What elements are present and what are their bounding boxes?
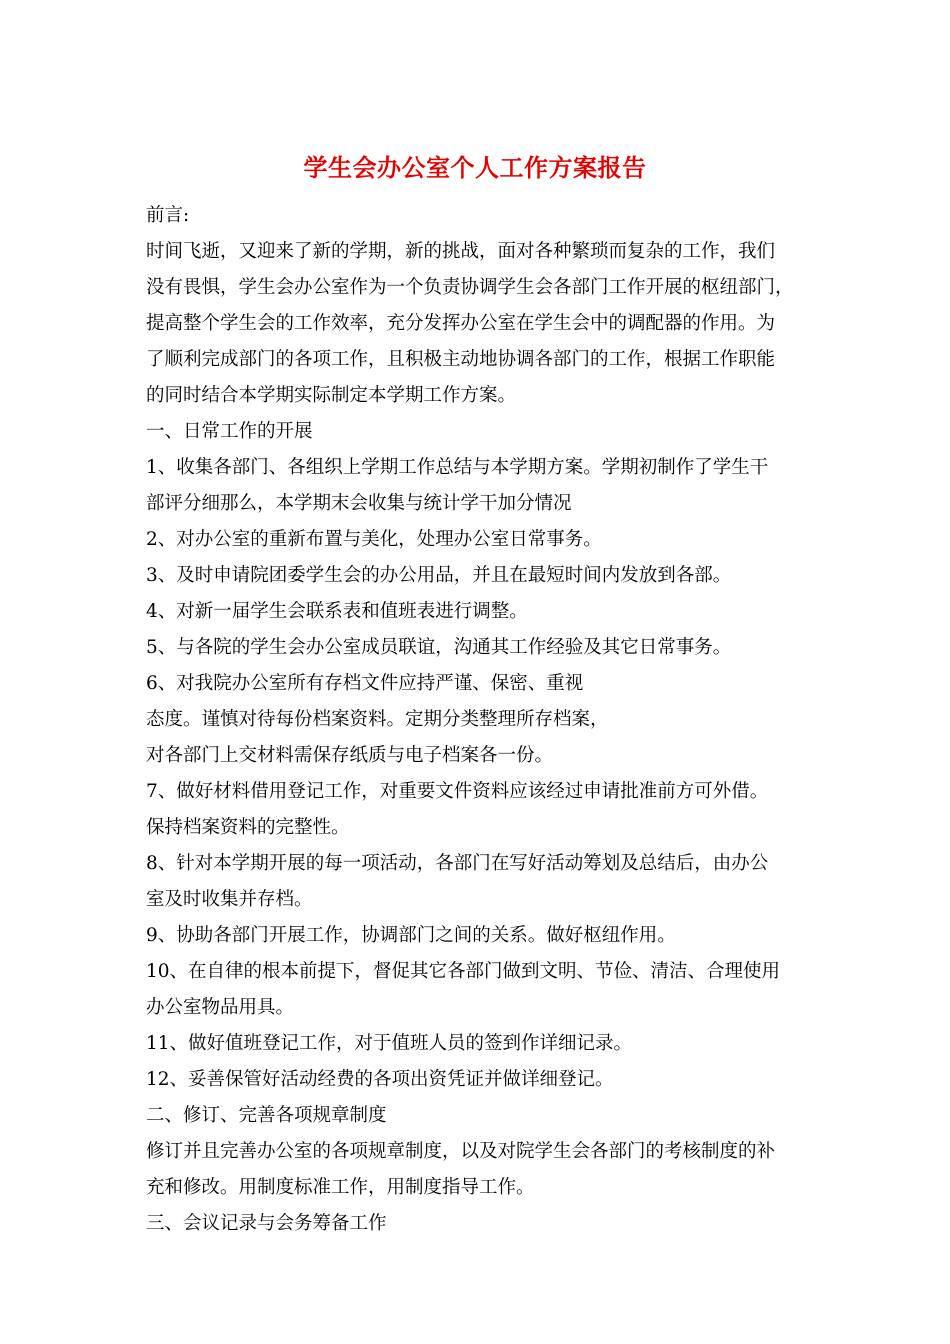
paragraph-line: 2、对办公室的重新布置与美化，处理办公室日常事务。 (146, 529, 602, 550)
paragraph-line: 9、协助各部门开展工作，协调部门之间的关系。做好枢纽作用。 (146, 925, 676, 946)
paragraph-line: 3、及时申请院团委学生会的办公用品，并且在最短时间内发放到各部。 (146, 565, 732, 586)
section-heading: 三、会议记录与会务筹备工作 (146, 1213, 387, 1234)
paragraph-line: 充和修改。用制度标准工作，用制度指导工作。 (146, 1177, 535, 1198)
paragraph-line: 11、做好值班登记工作，对于值班人员的签到作详细记录。 (146, 1033, 633, 1054)
paragraph-line: 办公室物品用具。 (146, 997, 295, 1018)
document-body (146, 198, 814, 1242)
paragraph-line: 没有畏惧，学生会办公室作为一个负责协调学生会各部门工作开展的枢纽部门， (146, 277, 794, 298)
paragraph-line: 的同时结合本学期实际制定本学期工作方案。 (146, 385, 517, 406)
paragraph-line: 7、做好材料借用登记工作，对重要文件资料应该经过申请批准前方可外借。 (146, 781, 769, 802)
paragraph-line: 12、妥善保管好活动经费的各项出资凭证并做详细登记。 (146, 1069, 614, 1090)
paragraph-line: 保持档案资料的完整性。 (146, 817, 350, 838)
paragraph-line: 修订并且完善办公室的各项规章制度，以及对院学生会各部门的考核制度的补 (146, 1141, 776, 1162)
paragraph-line: 态度。谨慎对待每份档案资料。定期分类整理所存档案， (146, 709, 609, 730)
paragraph-line: 6、对我院办公室所有存档文件应持严谨、保密、重视 (146, 673, 584, 694)
paragraph-line: 提高整个学生会的工作效率，充分发挥办公室在学生会中的调配器的作用。为 (146, 313, 776, 334)
paragraph-line: 10、在自律的根本前提下，督促其它各部门做到文明、节俭、清洁、合理使用 (146, 961, 781, 982)
paragraph-line: 4、对新一届学生会联系表和值班表进行调整。 (146, 601, 528, 622)
document-title: 学生会办公室个人工作方案报告 (303, 153, 647, 182)
paragraph-line: 8、针对本学期开展的每一项活动，各部门在写好活动筹划及总结后，由办公 (146, 853, 769, 874)
section-heading: 二、修订、完善各项规章制度 (146, 1105, 387, 1126)
paragraph-line: 1、收集各部门、各组织上学期工作总结与本学期方案。学期初制作了学生干 (146, 457, 769, 478)
paragraph-line: 室及时收集并存档。 (146, 889, 313, 910)
paragraph-line: 部评分细那么，本学期末会收集与统计学干加分情况 (146, 493, 572, 514)
paragraph-line: 前言: (146, 205, 190, 226)
paragraph-line: 时间飞逝，又迎来了新的学期，新的挑战，面对各种繁琐而复杂的工作，我们 (146, 241, 776, 262)
section-heading: 一、日常工作的开展 (146, 421, 313, 442)
paragraph-line: 了顺利完成部门的各项工作，且积极主动地协调各部门的工作，根据工作职能 (146, 349, 776, 370)
paragraph-line: 对各部门上交材料需保存纸质与电子档案各一份。 (146, 745, 554, 766)
paragraph-line: 5、与各院的学生会办公室成员联谊，沟通其工作经验及其它日常事务。 (146, 637, 732, 658)
